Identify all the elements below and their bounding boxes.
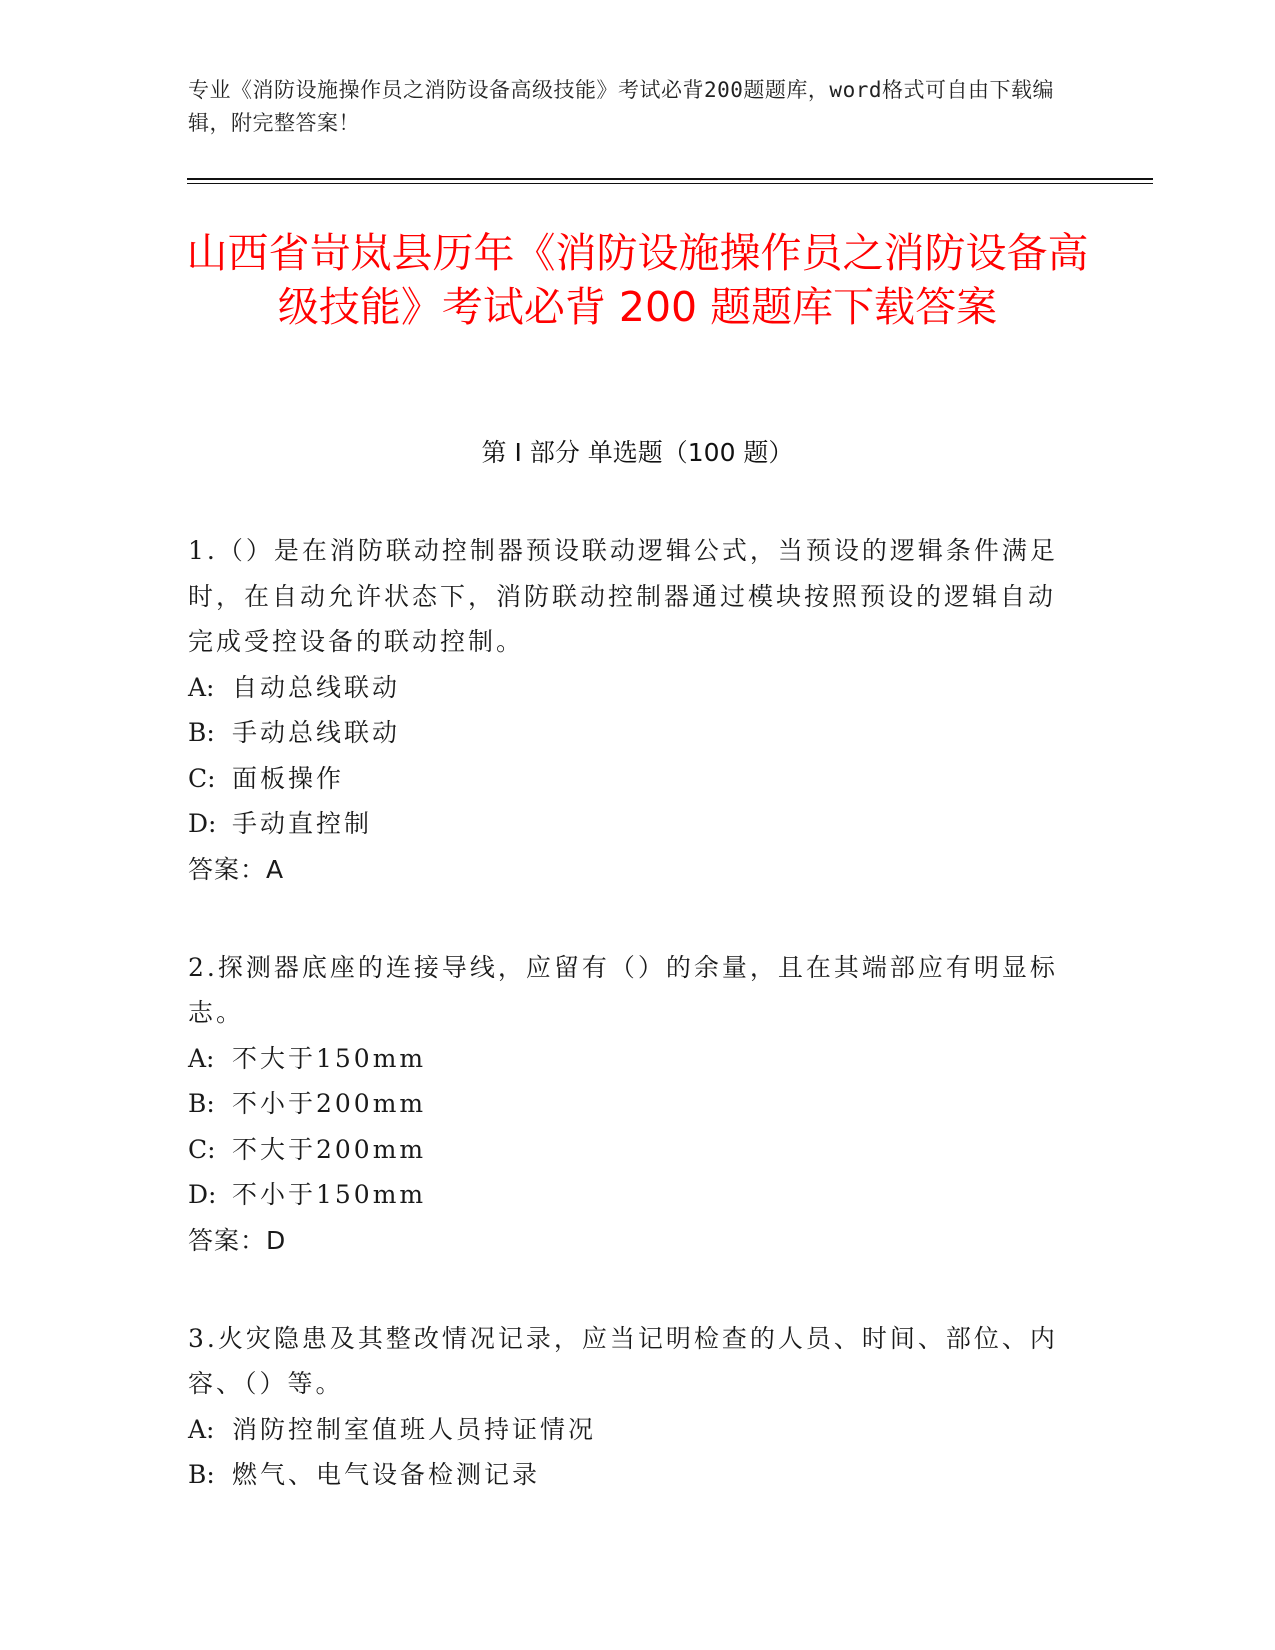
header-note: 专业《消防设施操作员之消防设备高级技能》考试必背200题题库，word格式可自由下载编辑，附完整答案！ (188, 78, 1054, 135)
header-divider (187, 178, 1153, 180)
header-divider-thin (187, 183, 1153, 184)
option-text: 手动直控制 (232, 809, 373, 838)
option-c (188, 756, 1068, 802)
option-letter: B: (188, 1089, 215, 1118)
option-text: 自动总线联动 (232, 672, 401, 702)
option-letter: B: (188, 1460, 215, 1489)
option-d (188, 801, 1068, 847)
option-b (188, 1452, 1068, 1498)
answer: 答案：D (188, 1225, 287, 1255)
question-3 (188, 1316, 1068, 1498)
question-1 (188, 528, 1068, 892)
question-stem: 2.探测器底座的连接导线，应留有（）的余量，且在其端部应有明显标志。 (188, 952, 1058, 1027)
answer: 答案：A (188, 854, 285, 884)
option-letter: C: (188, 763, 216, 793)
question-stem: 1.（）是在消防联动控制器预设联动逻辑公式，当预设的逻辑条件满足时，在自动允许状态下，消防联动控制器通过模块按照预设的逻辑自动完成受控设备的联动控制。 (188, 536, 1058, 656)
option-a (188, 1407, 1068, 1453)
option-letter: B: (188, 718, 215, 747)
option-b (188, 710, 1068, 756)
option-d (188, 1172, 1068, 1218)
option-letter: A: (188, 1043, 215, 1073)
option-letter: D: (188, 809, 217, 838)
option-text: 面板操作 (232, 763, 345, 793)
option-letter: A: (188, 672, 215, 702)
option-a (188, 665, 1068, 711)
document-title: 山西省岢岚县历年《消防设施操作员之消防设备高级技能》考试必背 200 题题库下载答案 (186, 229, 1089, 331)
option-text: 不大于200mm (232, 1134, 427, 1164)
option-text: 手动总线联动 (232, 718, 401, 747)
option-text: 不小于150mm (232, 1180, 427, 1209)
option-letter: A: (188, 1414, 215, 1444)
question-stem: 3.火灾隐患及其整改情况记录，应当记明检查的人员、时间、部位、内容、（）等。 (188, 1323, 1058, 1398)
option-text: 不小于200mm (232, 1089, 427, 1118)
section-title: 第 I 部分 单选题（100 题） (481, 438, 794, 467)
question-2 (188, 945, 1068, 1263)
option-a (188, 1036, 1068, 1082)
option-letter: D: (188, 1180, 217, 1209)
option-c (188, 1127, 1068, 1173)
option-text: 燃气、电气设备检测记录 (232, 1460, 541, 1489)
option-text: 消防控制室值班人员持证情况 (232, 1414, 597, 1444)
option-b (188, 1081, 1068, 1127)
question-list (188, 528, 1068, 1551)
option-text: 不大于150mm (232, 1043, 427, 1073)
option-letter: C: (188, 1134, 216, 1164)
